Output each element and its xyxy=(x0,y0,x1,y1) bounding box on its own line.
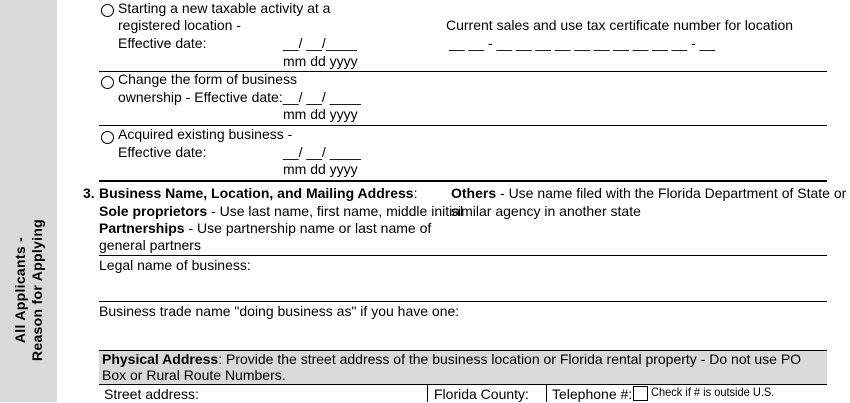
change-form-radio[interactable] xyxy=(101,76,114,89)
legal-name-field[interactable] xyxy=(99,275,827,300)
acquired-date-format: mm dd yyyy xyxy=(283,161,358,177)
outside-us-checkbox[interactable] xyxy=(633,386,648,401)
acquired-line2: Effective date: xyxy=(118,144,207,160)
column-divider xyxy=(546,384,547,402)
trade-name-field[interactable] xyxy=(99,321,827,348)
telephone-label: Telephone #: xyxy=(552,386,633,402)
column-divider xyxy=(427,384,428,402)
partnerships-note: Partnerships - Use partnership name or last name of xyxy=(99,220,432,236)
section-number: 3. xyxy=(83,185,95,201)
others-note-cont: similar agency in another state xyxy=(451,203,641,219)
acquired-line1: Acquired existing business - xyxy=(118,126,293,142)
sidebar-label-line2: Reason for Applying xyxy=(29,218,45,362)
divider xyxy=(99,301,827,302)
new-activity-date-field[interactable]: __/ __/____ xyxy=(283,35,357,51)
divider xyxy=(99,255,827,256)
acquired-date-field[interactable]: __/ __/ ____ xyxy=(283,144,361,160)
partnerships-note-cont: general partners xyxy=(99,237,201,253)
new-activity-line3: Effective date: xyxy=(118,35,207,51)
sole-proprietors-note: Sole proprietors - Use last name, first name, middle initial xyxy=(99,203,464,219)
new-activity-line2: registered location - xyxy=(118,17,241,33)
new-activity-radio[interactable] xyxy=(101,4,114,17)
street-address-label: Street address: xyxy=(104,386,199,402)
certificate-number-field[interactable]: __ __ - __ __ __ __ __ __ __ __ __ __ - __ xyxy=(449,35,716,51)
new-activity-date-format: mm dd yyyy xyxy=(283,53,358,69)
outside-us-label: Check if # is outside U.S. xyxy=(651,385,775,399)
section-divider xyxy=(99,180,827,182)
change-form-line1: Change the form of business xyxy=(118,71,297,87)
sidebar-label xyxy=(12,219,46,361)
acquired-radio[interactable] xyxy=(101,131,114,144)
legal-name-label: Legal name of business: xyxy=(99,257,251,273)
trade-name-label: Business trade name "doing business as" if you have one: xyxy=(99,303,460,319)
county-label: Florida County: xyxy=(434,386,529,402)
sidebar xyxy=(0,0,57,402)
change-form-date-format: mm dd yyyy xyxy=(283,106,358,122)
section3-heading: Business Name, Location, and Mailing Address: xyxy=(99,185,418,201)
change-form-date-field[interactable]: __/ __/ ____ xyxy=(283,89,361,105)
others-note: Others - Use name filed with the Florida Department of State or xyxy=(451,185,847,201)
new-activity-line1: Starting a new taxable activity at a xyxy=(118,0,331,16)
change-form-line2: ownership - Effective date: xyxy=(118,89,283,105)
certificate-label: Current sales and use tax certificate number for location xyxy=(446,17,794,33)
physical-address-instructions: Physical Address: Provide the street address of the business location or Florida rental property - Do not use PO Box or Rural Route Numbers. xyxy=(102,351,802,383)
sidebar-label-line1: All Applicants - xyxy=(12,236,28,344)
physical-address-box xyxy=(99,350,827,384)
